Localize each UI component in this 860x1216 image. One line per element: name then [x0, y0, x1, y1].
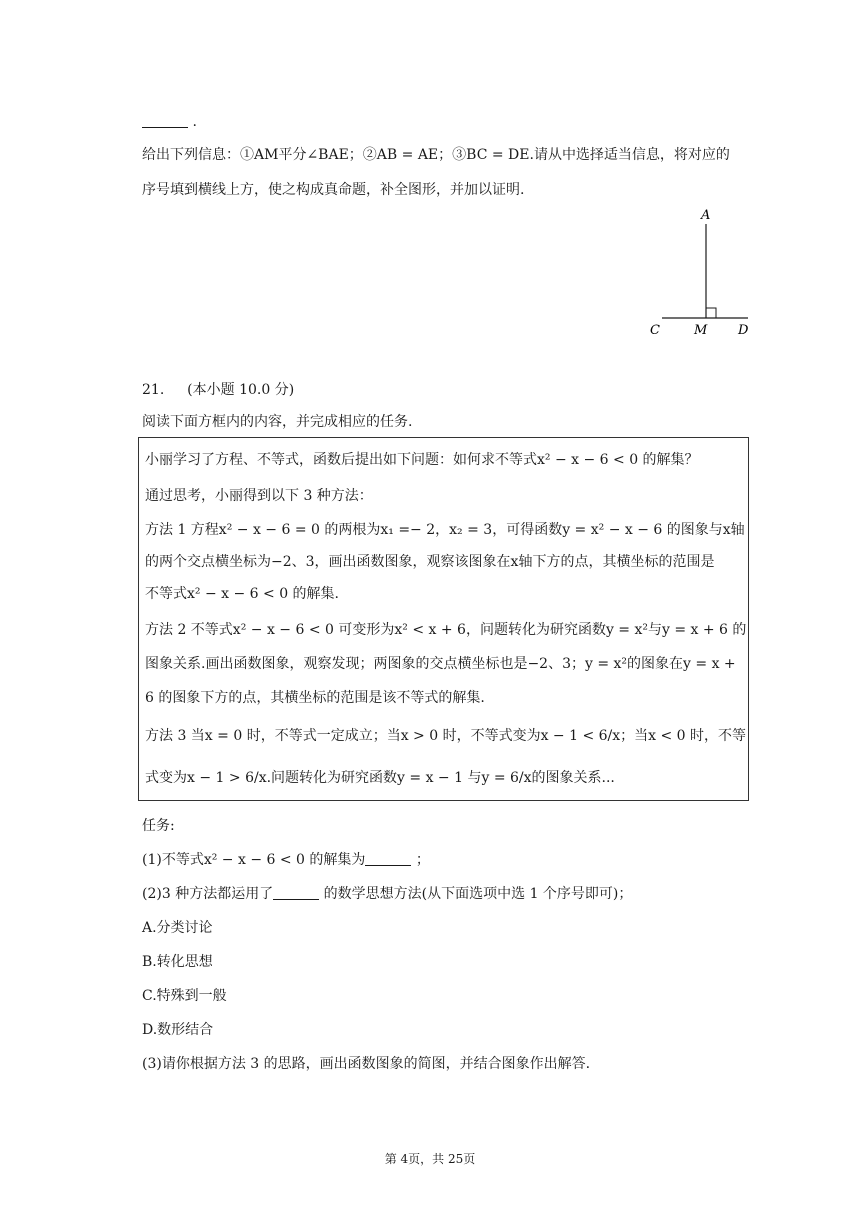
given-info-line-2: 序号填到横线上方，使之构成真命题，补全图形，并加以证明. — [142, 182, 525, 198]
task-1-blank[interactable] — [365, 851, 411, 866]
answer-blank — [142, 113, 188, 128]
box-line-4: 的两个交点横坐标为−2、3，画出函数图象，观察该图象在x轴下方的点，其横坐标的范围是 — [145, 554, 715, 570]
task-1 — [142, 850, 430, 870]
question-number: 21. — [142, 382, 165, 398]
label-m: M — [694, 323, 708, 338]
box-line-3: 方法 1 方程x² − x − 6 = 0 的两根为x₁ =− 2，x₂ = 3，可得函数y = x² − x − 6 的图象与x轴 — [145, 522, 745, 538]
label-d: D — [738, 323, 749, 338]
task-1-end: ； — [415, 852, 430, 868]
box-line-8: 6 的图象下方的点，其横坐标的范围是该不等式的解集. — [145, 690, 485, 706]
right-angle-mark — [706, 308, 716, 318]
box-line-10: 式变为x − 1 > 6/x.问题转化为研究函数y = x − 1 与y = 6/x的图象关系... — [145, 770, 615, 786]
box-line-7: 图象关系.画出函数图象，观察发现；两图象的交点横坐标也是−2、3；y = x²的图象在y = x + — [145, 656, 736, 672]
label-c: C — [650, 323, 660, 338]
answer-blank-line — [142, 112, 197, 132]
page-footer: 第 4页，共 25页 — [384, 1152, 476, 1166]
geometry-figure — [640, 204, 760, 344]
question-score: (本小题 10.0 分) — [187, 382, 295, 398]
option-c: C.特殊到一般 — [142, 988, 227, 1004]
box-line-9: 方法 3 当x = 0 时，不等式一定成立；当x > 0 时，不等式变为x − 1 < 6/x；当x < 0 时，不等 — [145, 728, 747, 744]
box-line-5: 不等式x² − x − 6 < 0 的解集. — [145, 586, 340, 602]
label-a: A — [701, 208, 711, 223]
task-1-text: (1)不等式x² − x − 6 < 0 的解集为 — [142, 852, 366, 868]
tasks-heading: 任务: — [142, 818, 175, 834]
task-3: (3)请你根据方法 3 的思路，画出函数图象的简图，并结合图象作出解答. — [142, 1056, 591, 1072]
given-info-line-1: 给出下列信息：①AM平分∠BAE；②AB = AE；③BC = DE.请从中选择适当信息，将对应的 — [142, 147, 730, 163]
option-d: D.数形结合 — [142, 1022, 214, 1038]
option-b: B.转化思想 — [142, 954, 213, 970]
task-2-rest: 的数学思想方法(从下面选项中选 1 个序号即可)； — [323, 886, 633, 902]
option-a: A.分类讨论 — [142, 920, 213, 936]
task-2-blank[interactable] — [273, 885, 319, 900]
box-line-2: 通过思考，小丽得到以下 3 种方法： — [145, 488, 373, 504]
task-2-text: (2)3 种方法都运用了 — [142, 886, 274, 902]
reading-box — [138, 437, 749, 801]
box-line-6: 方法 2 不等式x² − x − 6 < 0 可变形为x² < x + 6，问题转化为研究函数y = x²与y = x + 6 的 — [145, 622, 747, 638]
blank-period: . — [192, 114, 197, 130]
question-header — [142, 380, 294, 400]
task-2 — [142, 884, 632, 904]
question-instruction: 阅读下面方框内的内容，并完成相应的任务. — [142, 414, 413, 430]
box-line-1: 小丽学习了方程、不等式，函数后提出如下问题：如何求不等式x² − x − 6 < 0 的解集？ — [145, 452, 699, 468]
